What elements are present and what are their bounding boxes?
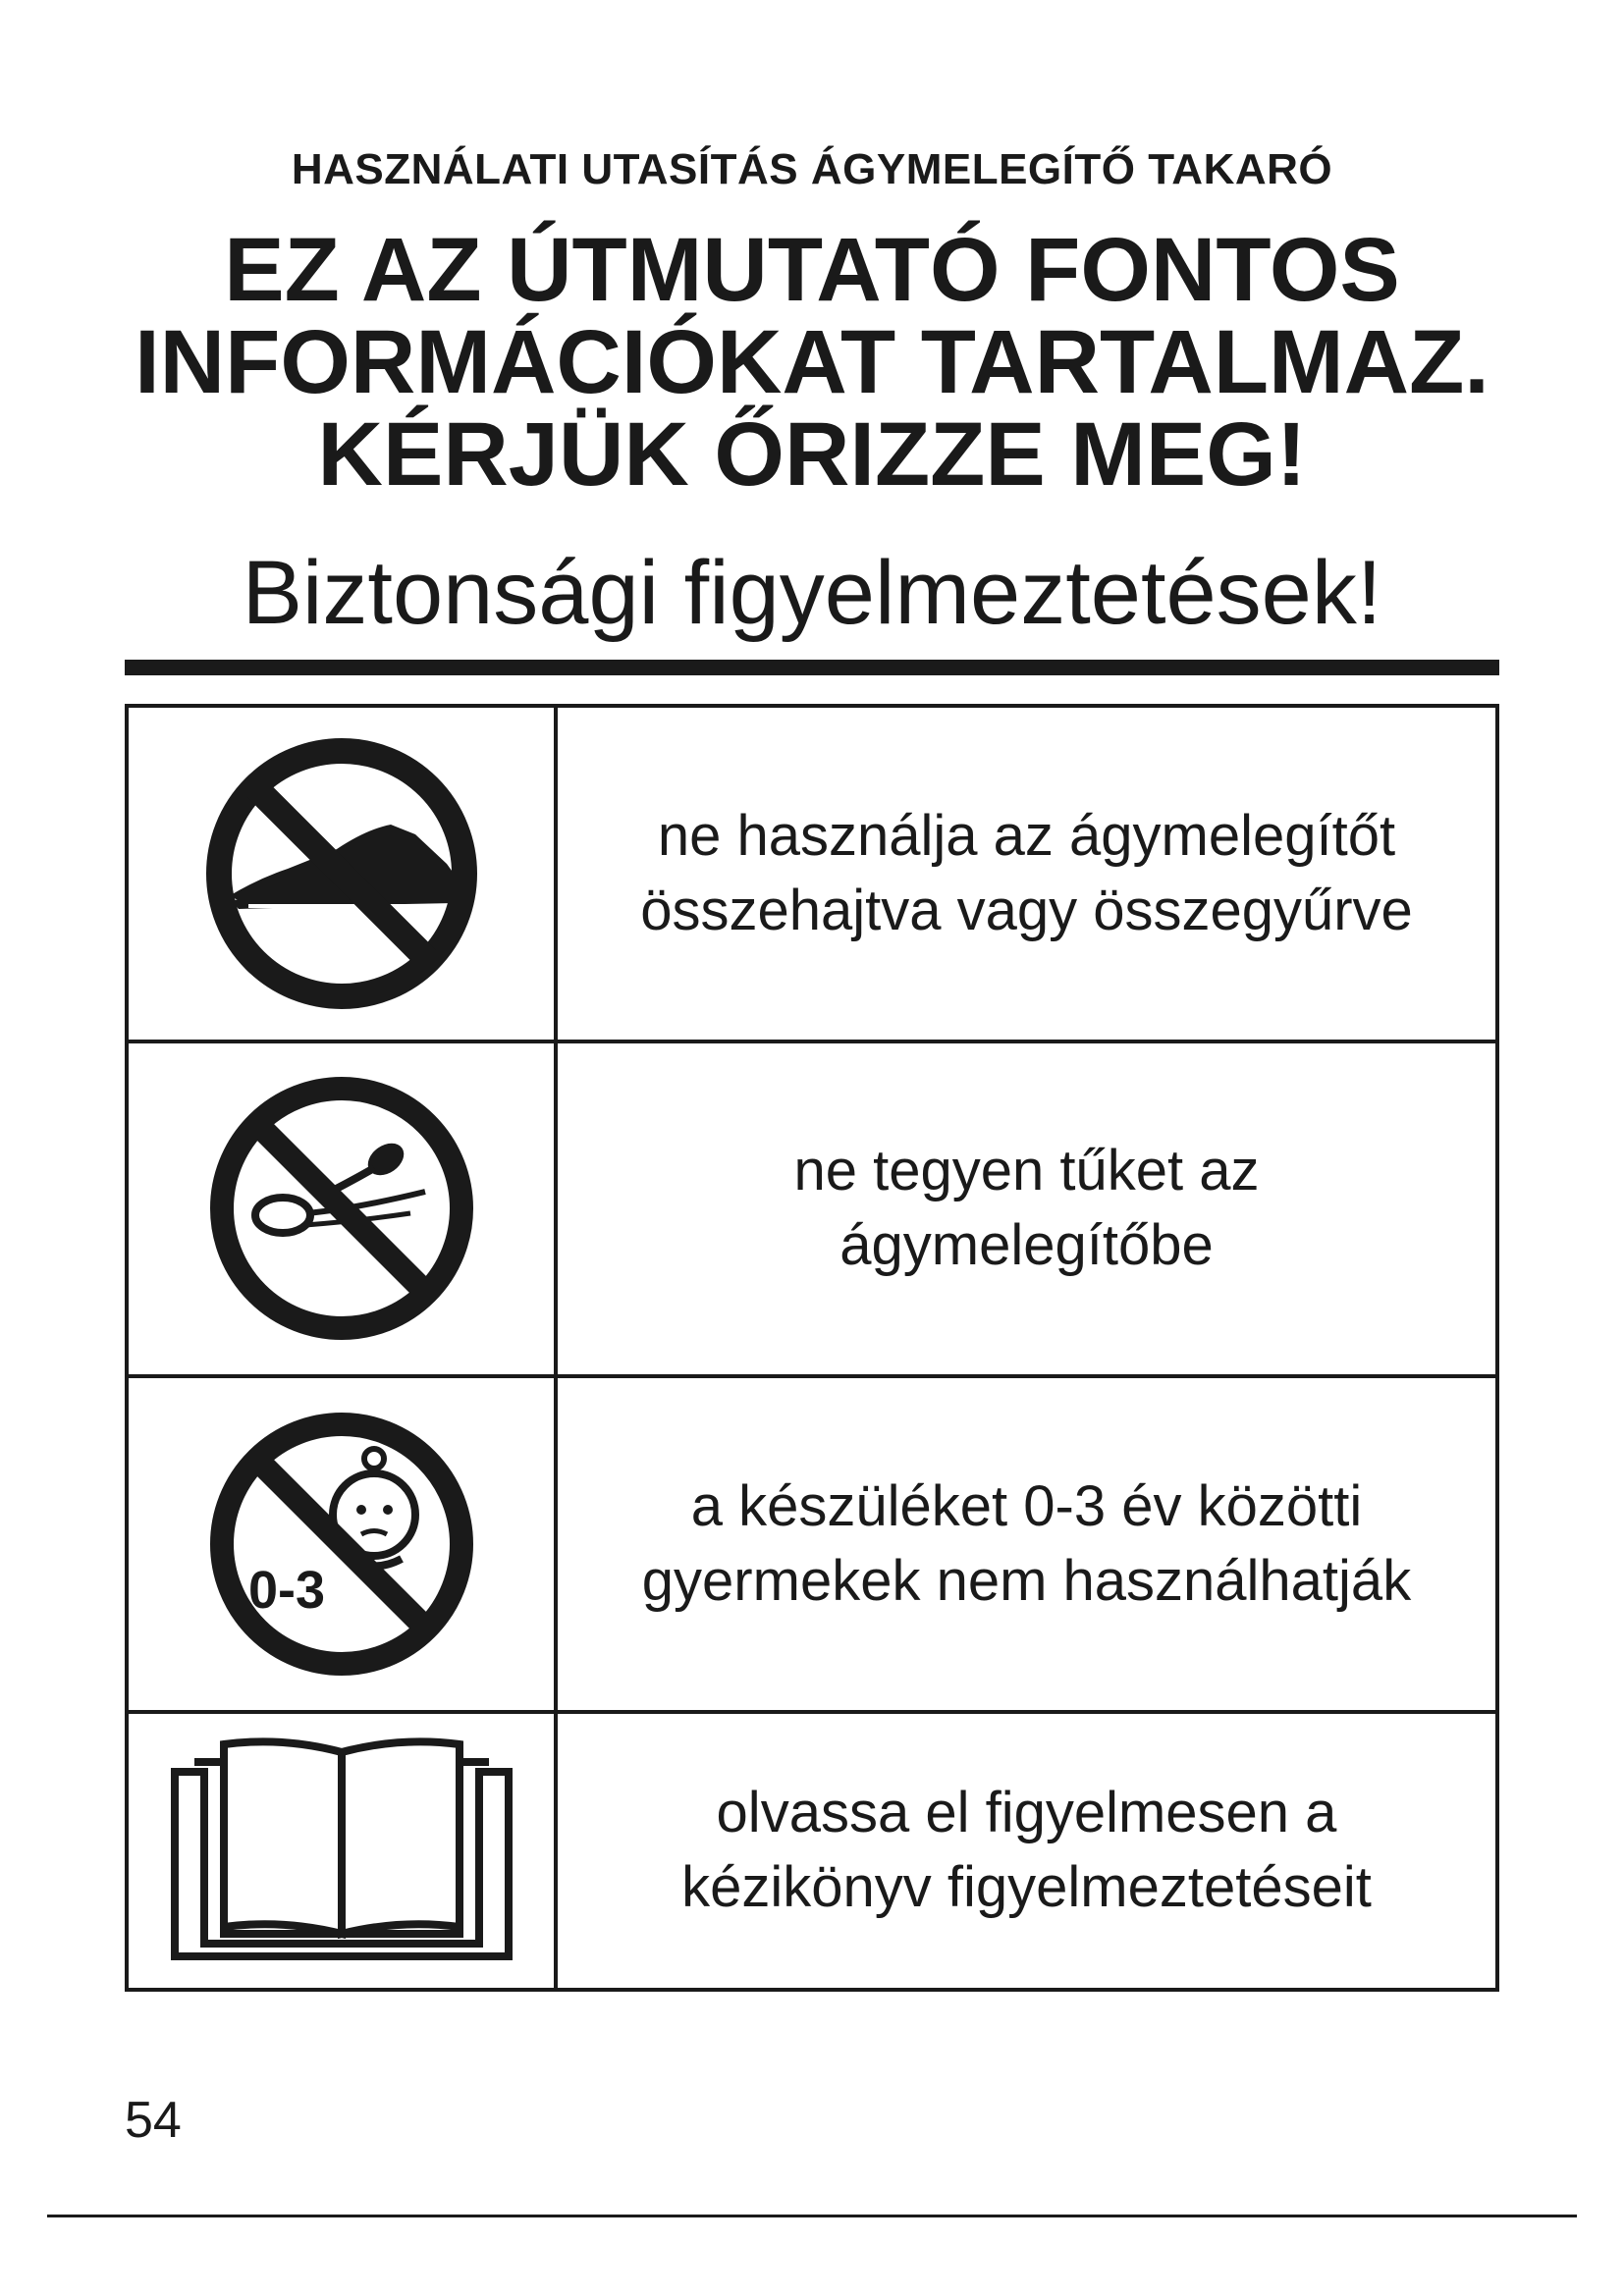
warning-text-line: ne használja az ágymelegítőt: [657, 803, 1396, 868]
warning-text-cell: [556, 706, 1497, 1041]
headline-line: INFORMÁCIÓKAT TARTALMAZ.: [135, 312, 1489, 412]
warning-row: [127, 1712, 1497, 1990]
warning-row: [127, 1041, 1497, 1377]
warning-icon-cell: [127, 1376, 556, 1712]
warning-text-cell: [556, 1376, 1497, 1712]
warning-text-line: a készüléket 0-3 év közötti: [690, 1473, 1363, 1538]
no-folded-blanket-icon: [189, 731, 494, 1016]
no-pins-icon: [199, 1066, 484, 1351]
read-manual-icon: [165, 1733, 518, 1968]
section-divider: [125, 660, 1499, 675]
warning-text-line: gyermekek nem használhatják: [641, 1548, 1412, 1613]
page-number: 54: [125, 2092, 182, 2149]
safety-warnings-table: [125, 704, 1499, 1992]
warning-row: [127, 1376, 1497, 1712]
no-children-0-3-icon: [199, 1402, 484, 1686]
warning-text-line: olvassa el figyelmesen a: [716, 1781, 1337, 1845]
warning-icon-cell: [127, 1041, 556, 1377]
warning-icon-cell: [127, 706, 556, 1041]
warning-text-cell: [556, 1041, 1497, 1377]
warning-text-line: kézikönyv figyelmeztetéseit: [681, 1855, 1372, 1920]
important-notice-headline: [59, 220, 1565, 505]
document-subtitle: HASZNÁLATI UTASÍTÁS ÁGYMELEGÍTŐ TAKARÓ: [291, 145, 1333, 193]
warning-row: [127, 706, 1497, 1041]
age-label: 0-3: [247, 1560, 325, 1620]
headline-line: KÉRJÜK ŐRIZZE MEG!: [317, 404, 1307, 505]
warning-icon-cell: [127, 1712, 556, 1990]
warning-text-cell: [556, 1712, 1497, 1990]
section-title: Biztonsági figyelmeztetések!: [242, 543, 1382, 643]
warning-text-line: összehajtva vagy összegyűrve: [640, 878, 1413, 942]
warning-text-line: ne tegyen tűket az: [793, 1139, 1260, 1203]
footer-divider: [47, 2215, 1577, 2217]
warning-text-line: ágymelegítőbe: [839, 1213, 1214, 1278]
headline-line: EZ AZ ÚTMUTATÓ FONTOS: [224, 220, 1400, 320]
